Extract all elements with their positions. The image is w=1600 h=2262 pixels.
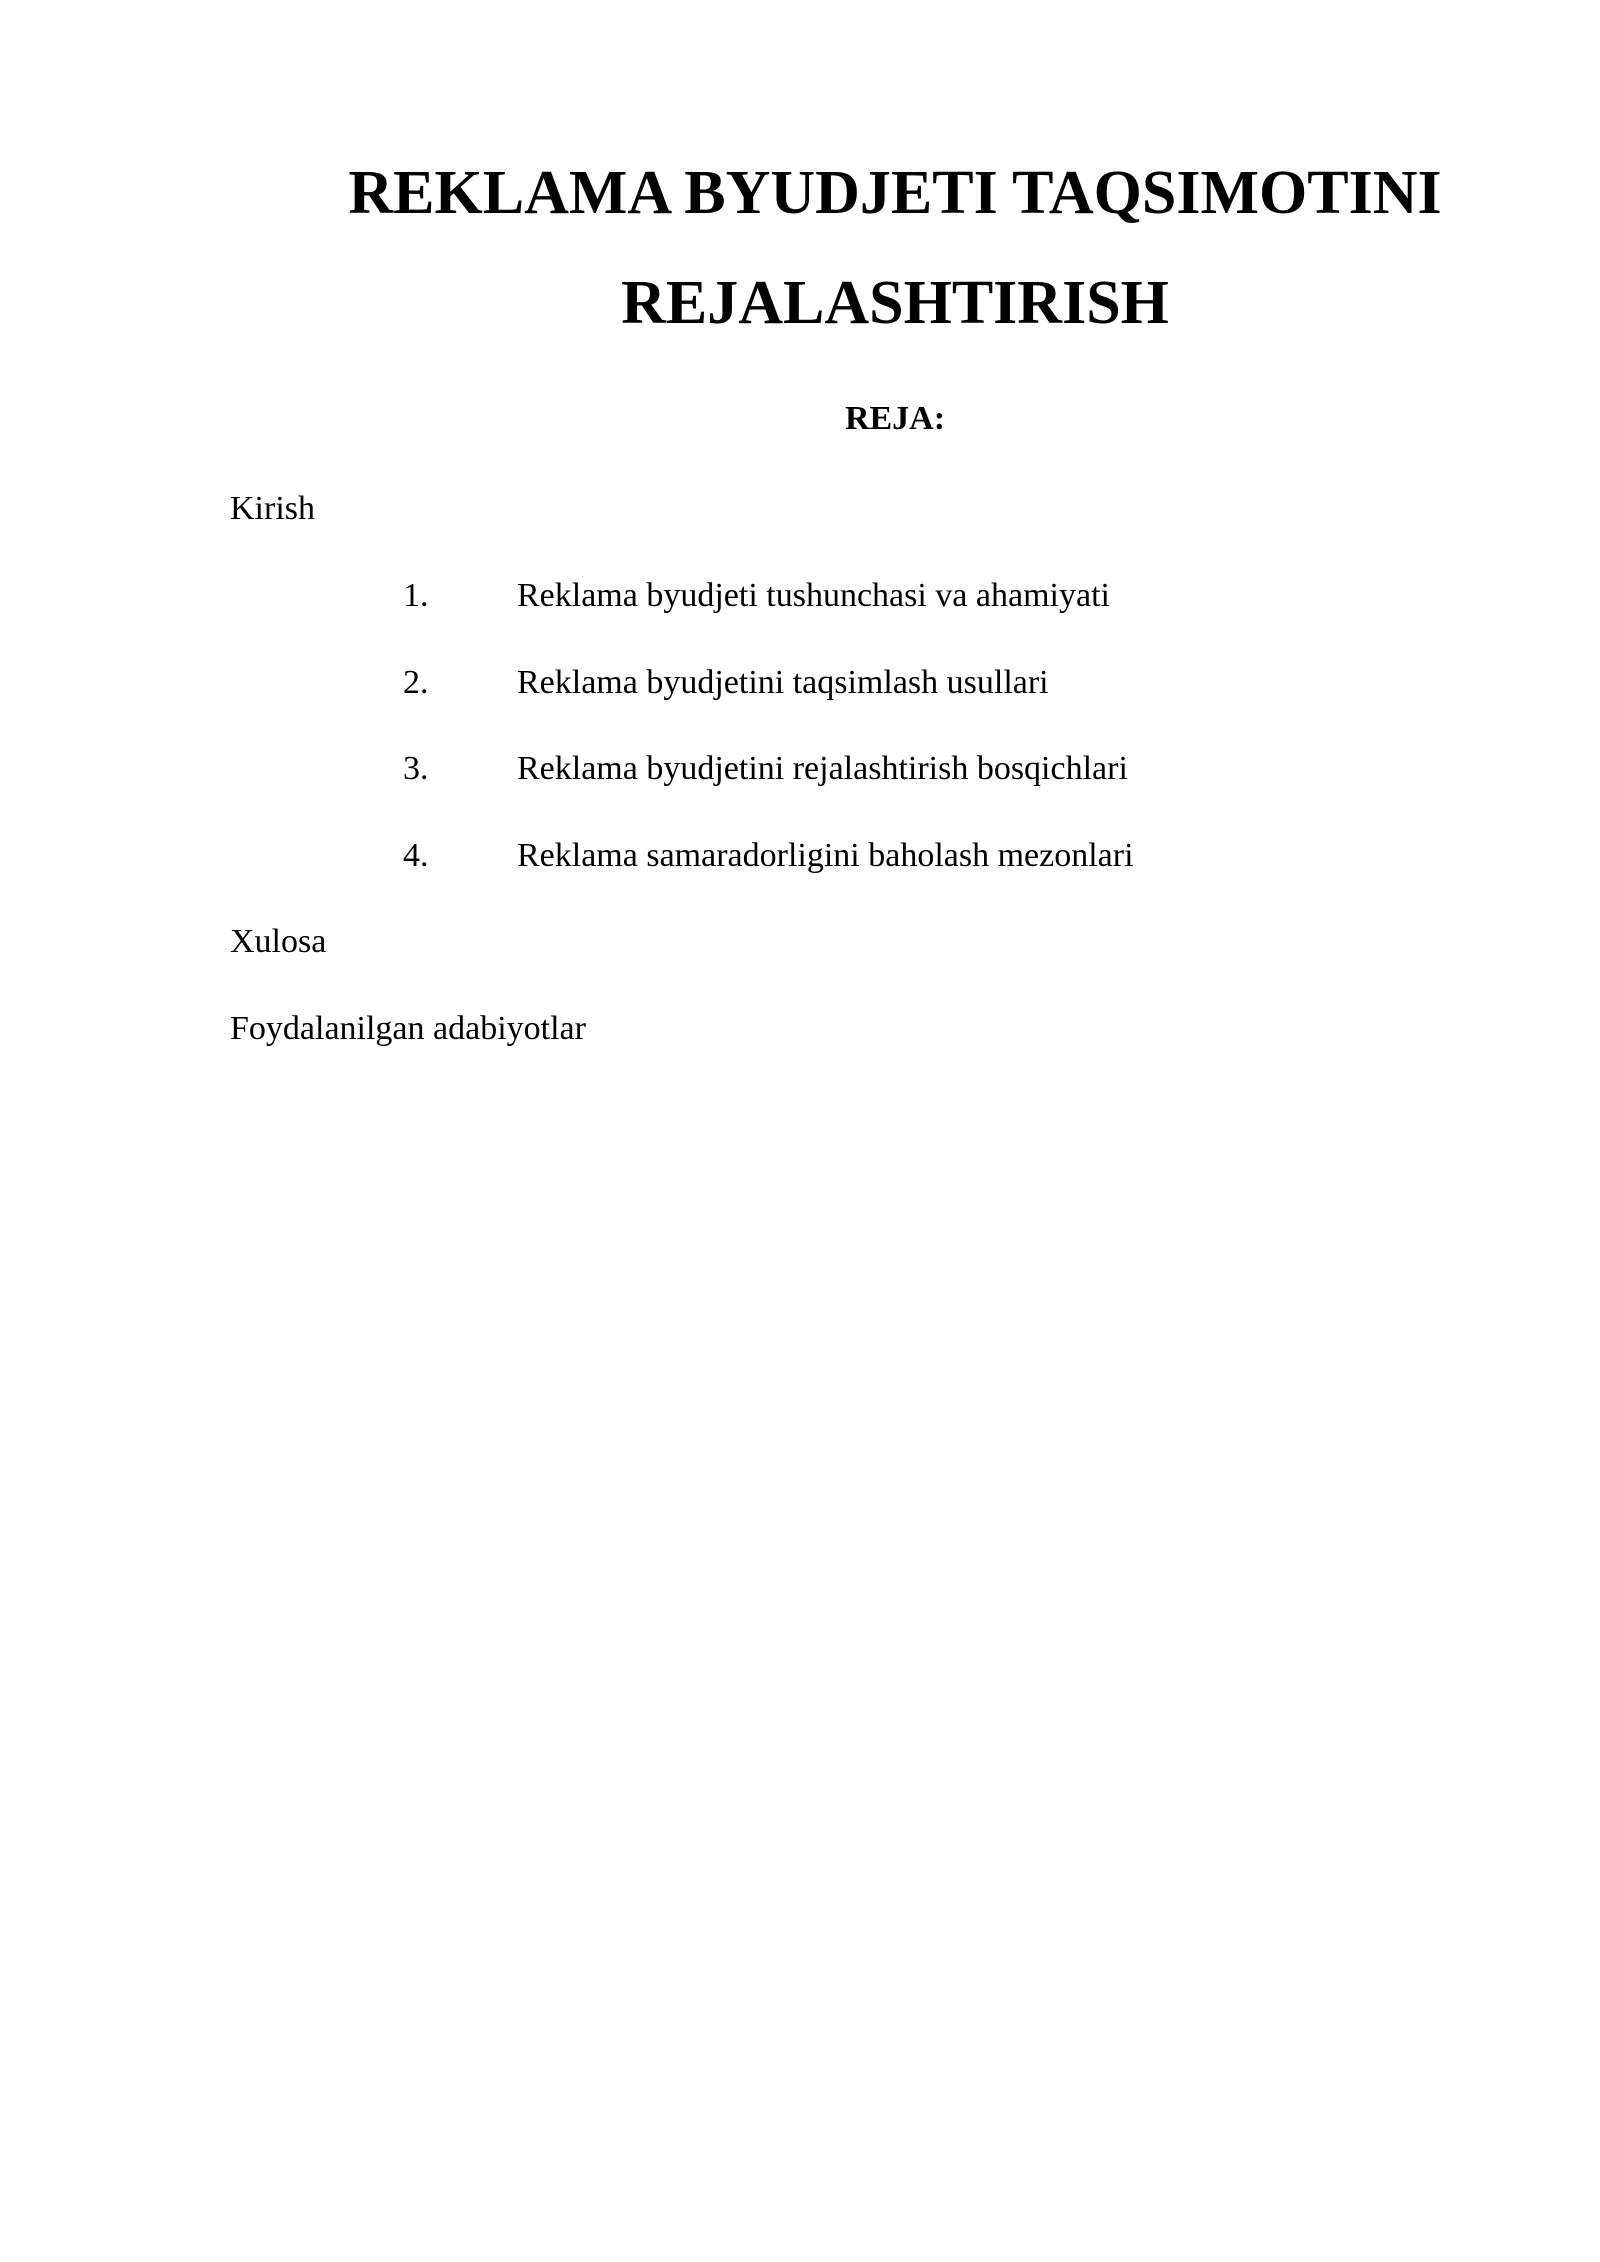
toc-item-text: Reklama byudjeti tushunchasi va ahamiyati [517,577,1110,614]
toc-item-text: Reklama byudjetini taqsimlash usullari [517,664,1049,701]
document-title-line-2: REJALASHTIRISH [621,269,1169,337]
plan-heading: REJA: [844,400,946,437]
toc-item-text: Reklama samaradorligini baholash mezonlari [517,837,1134,874]
toc-item-text: Reklama byudjetini rejalashtirish bosqichlari [517,750,1128,787]
toc-item-number: 3. [403,750,429,787]
toc-item-number: 2. [403,664,429,701]
toc-conclusion: Xulosa [230,923,327,960]
toc-item-number: 1. [403,577,429,614]
document-title-line-1: REKLAMA BYUDJETI TAQSIMOTINI [348,159,1442,227]
toc-references: Foydalanilgan adabiyotlar [230,1010,586,1047]
toc-item-number: 4. [403,837,429,874]
toc-intro: Kirish [230,490,315,527]
